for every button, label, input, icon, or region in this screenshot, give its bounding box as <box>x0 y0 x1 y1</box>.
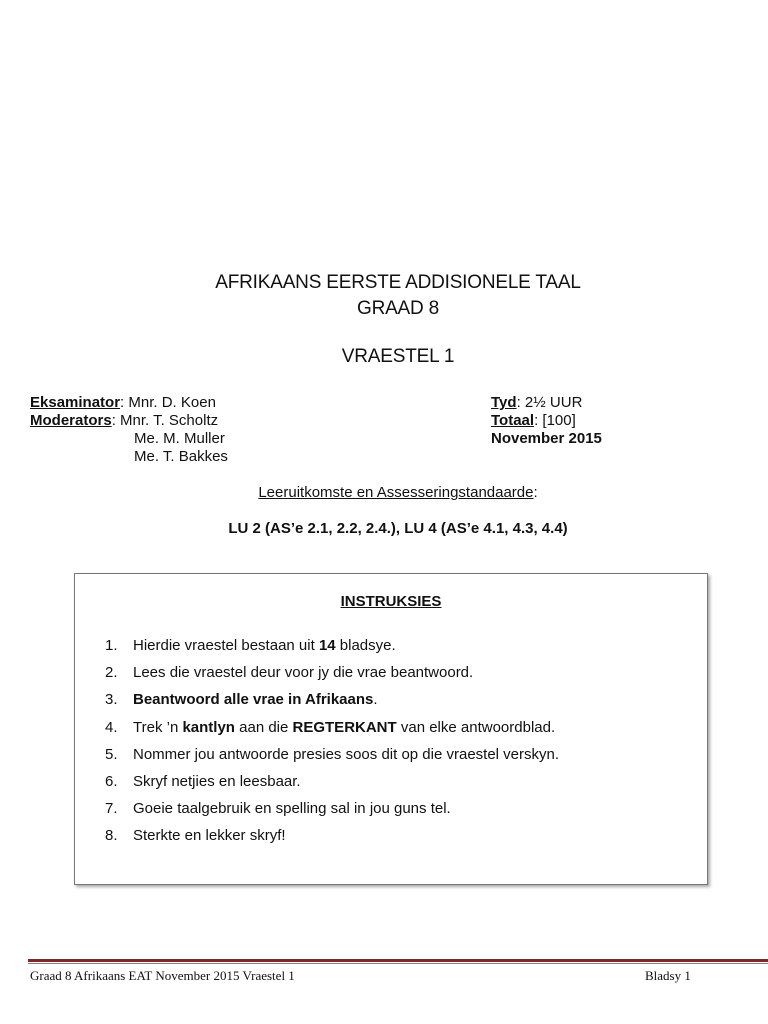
instructions-list <box>105 632 559 850</box>
instruction-text: . <box>373 691 378 709</box>
moderators-label: Moderators <box>30 412 112 429</box>
footer-rule-thin <box>28 963 768 964</box>
instruction-item <box>105 795 559 822</box>
instruction-text: Nommer jou antwoorde presies soos dit op die vraestel verskyn. <box>133 745 560 763</box>
instruction-number: 1. <box>105 637 118 654</box>
instruction-number: 8. <box>105 827 118 845</box>
instruction-text: van elke antwoordblad. <box>396 718 556 736</box>
instruction-bold: kantlyn <box>182 718 235 736</box>
instruction-text: Sterkte en lekker skryf! <box>133 827 286 845</box>
outcomes-heading-row <box>0 484 768 501</box>
instruction-number: 7. <box>105 800 118 818</box>
instruction-number: 6. <box>105 772 118 790</box>
time-row <box>491 393 582 412</box>
instruction-text: Goeie taalgebruik en spelling sal in jou guns tel. <box>133 800 451 818</box>
exam-date: November 2015 <box>491 430 602 447</box>
instruction-item <box>105 741 559 768</box>
instruction-bold: 14 <box>318 637 336 654</box>
outcomes-heading: Leeruitkomste en Assesseringstandaarde <box>258 484 534 501</box>
footer-page-number: Bladsy 1 <box>645 968 691 983</box>
moderator-2: Me. M. Muller <box>134 430 225 447</box>
instruction-text: Hierdie vraestel bestaan uit <box>133 637 319 654</box>
instruction-item <box>105 659 559 686</box>
instruction-text: bladsye. <box>335 637 396 654</box>
moderators-value: : Mnr. T. Scholtz <box>111 412 219 429</box>
instructions-title: INSTRUKSIES <box>340 593 442 610</box>
examiner-row <box>30 393 216 412</box>
examiner-label: Eksaminator <box>30 394 121 411</box>
footer-rule <box>28 959 768 962</box>
instruction-number: 3. <box>105 691 118 709</box>
moderators-row <box>30 411 218 430</box>
footer-document-title: Graad 8 Afrikaans EAT November 2015 Vraestel 1 <box>30 968 295 983</box>
total-row <box>491 411 576 430</box>
instruction-text: Trek ’n <box>133 718 183 736</box>
instruction-item <box>105 768 559 795</box>
instruction-text: Lees die vraestel deur voor jy die vrae beantwoord. <box>133 664 474 682</box>
instruction-bold: REGTERKANT <box>292 718 397 736</box>
total-value: : [100] <box>534 412 576 429</box>
instruction-text: aan die <box>234 718 293 736</box>
moderator-3: Me. T. Bakkes <box>134 448 228 465</box>
instruction-item <box>105 822 559 849</box>
instruction-item <box>105 714 559 741</box>
instruction-item <box>105 686 559 713</box>
examiner-value: : Mnr. D. Koen <box>120 394 216 411</box>
title-line-1: AFRIKAANS EERSTE ADDISIONELE TAAL <box>215 272 581 293</box>
outcomes-colon: : <box>533 484 538 501</box>
instruction-item <box>105 632 559 659</box>
instruction-number: 2. <box>105 664 118 682</box>
title-line-2: GRAAD 8 <box>356 298 439 319</box>
outcomes-details: LU 2 (AS’e 2.1, 2.2, 2.4.), LU 4 (AS’e 4.1, 4.3, 4.4) <box>228 520 568 537</box>
time-label: Tyd <box>491 394 517 411</box>
instruction-number: 4. <box>105 718 118 736</box>
instructions-box <box>74 573 708 885</box>
instruction-number: 5. <box>105 745 118 763</box>
total-label: Totaal <box>491 412 535 429</box>
instruction-text: Skryf netjies en leesbaar. <box>133 772 301 790</box>
paper-title: VRAESTEL 1 <box>341 346 455 367</box>
instruction-bold: Beantwoord alle vrae in Afrikaans <box>133 691 374 709</box>
time-value: : 2½ UUR <box>516 394 583 411</box>
